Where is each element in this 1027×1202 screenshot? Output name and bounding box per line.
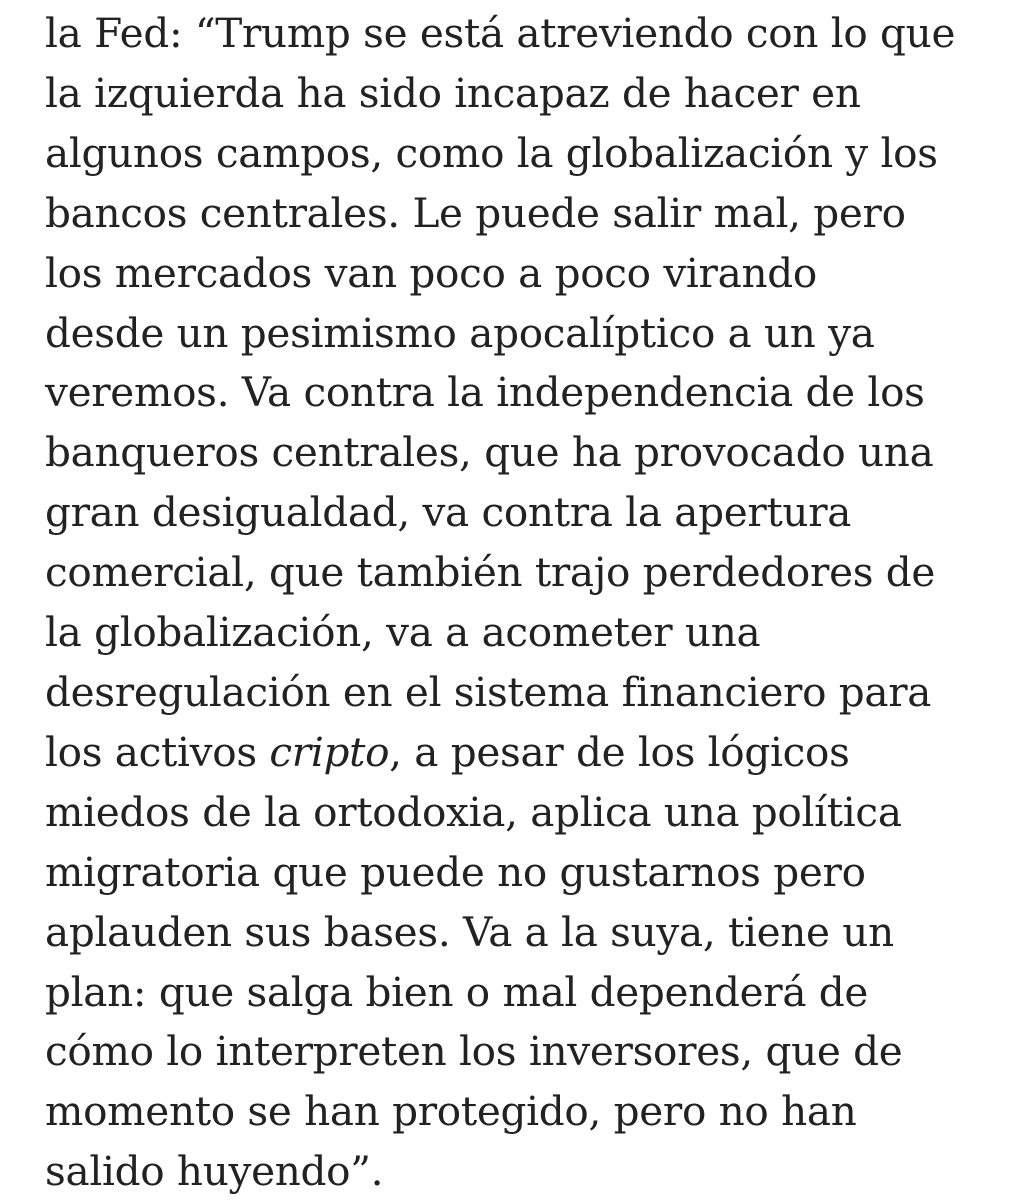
text-line: migratoria que puede no gustarnos pero <box>45 847 866 896</box>
text-line: gran desigualdad, va contra la apertura <box>45 488 852 537</box>
text-line: los mercados van poco a poco virando <box>45 248 817 297</box>
text-line: bancos centrales. Le puede salir mal, pero <box>45 188 906 237</box>
text-line: la izquierda ha sido incapaz de hacer en <box>45 68 861 117</box>
text-line: miedos de la ortodoxia, aplica una política <box>45 787 902 836</box>
text-line: comercial, que también trajo perdedores de <box>45 548 936 597</box>
text-line: algunos campos, como la globalización y los <box>45 128 938 177</box>
text-line: cómo lo interpreten los inversores, que de <box>45 1027 903 1076</box>
text-line: desde un pesimismo apocalíptico a un ya <box>45 308 875 357</box>
text-line: la Fed: “Trump se está atreviendo con lo que <box>45 9 956 57</box>
text-segment: los activos <box>45 727 270 776</box>
text-line <box>45 723 1020 783</box>
text-line: plan: que salga bien o mal dependerá de <box>45 967 869 1016</box>
text-line: banqueros centrales, que ha provocado una <box>45 428 934 477</box>
italic-term: cripto <box>269 727 390 776</box>
text-line: desregulación en el sistema financiero para <box>45 667 932 716</box>
text-line: momento se han protegido, pero no han <box>45 1087 857 1136</box>
article-body <box>45 0 1020 1202</box>
text-line: veremos. Va contra la independencia de los <box>45 368 925 417</box>
text-line: salido huyendo”. <box>45 1147 384 1196</box>
text-line: la globalización, va a acometer una <box>45 608 761 657</box>
text-segment: , a pesar de los lógicos <box>389 727 850 776</box>
text-line: aplauden sus bases. Va a la suya, tiene un <box>45 907 894 956</box>
